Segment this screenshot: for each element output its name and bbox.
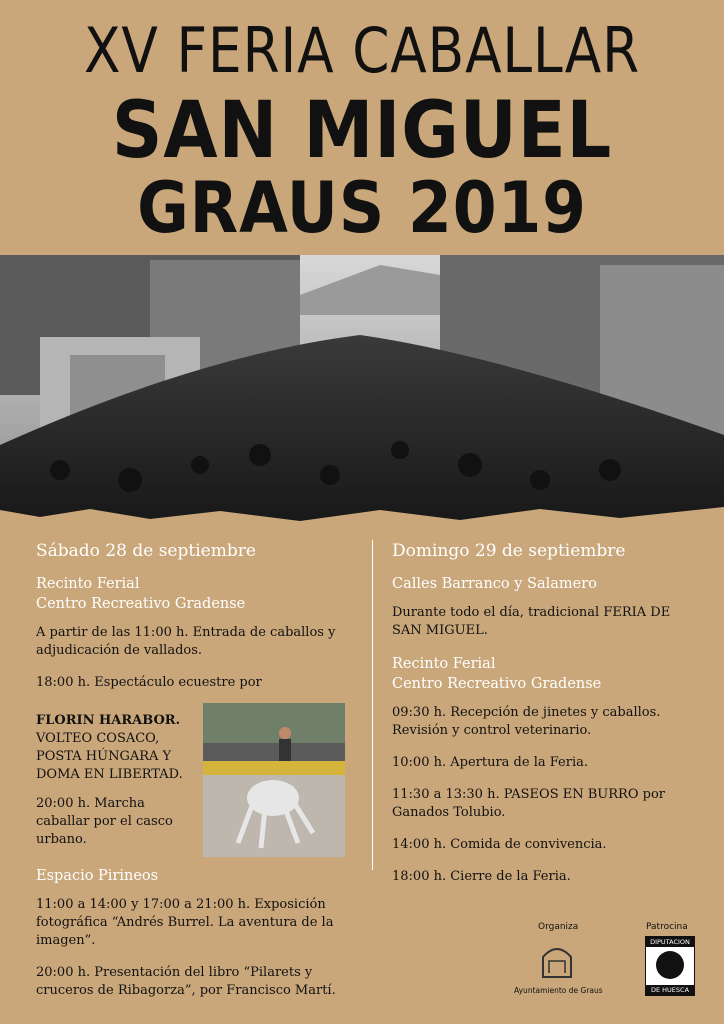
sunday-venue-2 bbox=[392, 654, 692, 694]
patrocina-label: Patrocina bbox=[646, 922, 688, 932]
title-line-3: GRAUS 2019 bbox=[137, 167, 587, 249]
rider-photo bbox=[203, 703, 345, 857]
historic-fair-photo bbox=[0, 255, 724, 523]
saturday-event-5: 20:00 h. Presentación del libro “Pilarets y cruceros de Ribagorza”, por Francisco Martí. bbox=[36, 965, 336, 998]
diputacion-logo bbox=[645, 936, 695, 996]
sunday-event-1: Durante todo el día, tradicional FERIA DE SAN MIGUEL. bbox=[392, 605, 671, 638]
saturday-event-4: 11:00 a 14:00 y 17:00 a 21:00 h. Exposición fotográfica “Andrés Burrel. La aventura de la imagen”. bbox=[36, 897, 334, 948]
diputacion-top: DIPUTACION bbox=[646, 937, 694, 947]
saturday-column bbox=[36, 536, 356, 706]
organiza-name: Ayuntamiento de Graus bbox=[514, 986, 603, 995]
title-line-1: XV FERIA CABALLAR bbox=[83, 14, 641, 87]
saturday-event-2: 18:00 h. Espectáculo ecuestre por bbox=[36, 675, 262, 690]
venue-line-1: Recinto Ferial bbox=[36, 576, 140, 592]
show-performer: FLORIN HARABOR. bbox=[36, 713, 181, 728]
show-acts: VOLTEO COSACO, POSTA HÚNGARA Y DOMA EN LIBERTAD. bbox=[36, 731, 183, 782]
column-divider bbox=[372, 540, 373, 870]
sunday-venue-1: Calles Barranco y Salamero bbox=[392, 576, 597, 592]
show-description bbox=[36, 712, 196, 784]
venue-line-1: Recinto Ferial bbox=[392, 656, 496, 672]
sunday-event-4: 11:30 a 13:30 h. PASEOS EN BURRO por Ganados Tolubio. bbox=[392, 787, 665, 820]
pirineos-section bbox=[36, 866, 336, 1014]
diputacion-bottom: DE HUESCA bbox=[646, 985, 694, 995]
sunday-event-2: 09:30 h. Recepción de jinetes y caballos. Revisión y control veterinario. bbox=[392, 705, 661, 738]
sunday-event-6: 18:00 h. Cierre de la Feria. bbox=[392, 869, 571, 884]
sunday-event-3: 10:00 h. Apertura de la Feria. bbox=[392, 755, 588, 770]
diputacion-emblem-icon bbox=[656, 951, 684, 979]
saturday-heading: Sábado 28 de septiembre bbox=[36, 541, 256, 561]
saturday-venue bbox=[36, 574, 356, 614]
organiza-label: Organiza bbox=[538, 922, 579, 932]
pirineos-venue: Espacio Pirineos bbox=[36, 868, 159, 884]
sunday-event-5: 14:00 h. Comida de convivencia. bbox=[392, 837, 607, 852]
sunday-heading: Domingo 29 de septiembre bbox=[392, 541, 626, 561]
saturday-event-1: A partir de las 11:00 h. Entrada de caballos y adjudicación de vallados. bbox=[36, 625, 336, 658]
venue-line-2: Centro Recreativo Gradense bbox=[36, 596, 246, 612]
venue-line-2: Centro Recreativo Gradense bbox=[392, 676, 602, 692]
graus-crest-icon bbox=[535, 937, 579, 981]
saturday-event-3: 20:00 h. Marcha caballar por el casco urbano. bbox=[36, 796, 173, 847]
title-line-2: SAN MIGUEL bbox=[111, 86, 613, 176]
sunday-column bbox=[392, 536, 692, 900]
